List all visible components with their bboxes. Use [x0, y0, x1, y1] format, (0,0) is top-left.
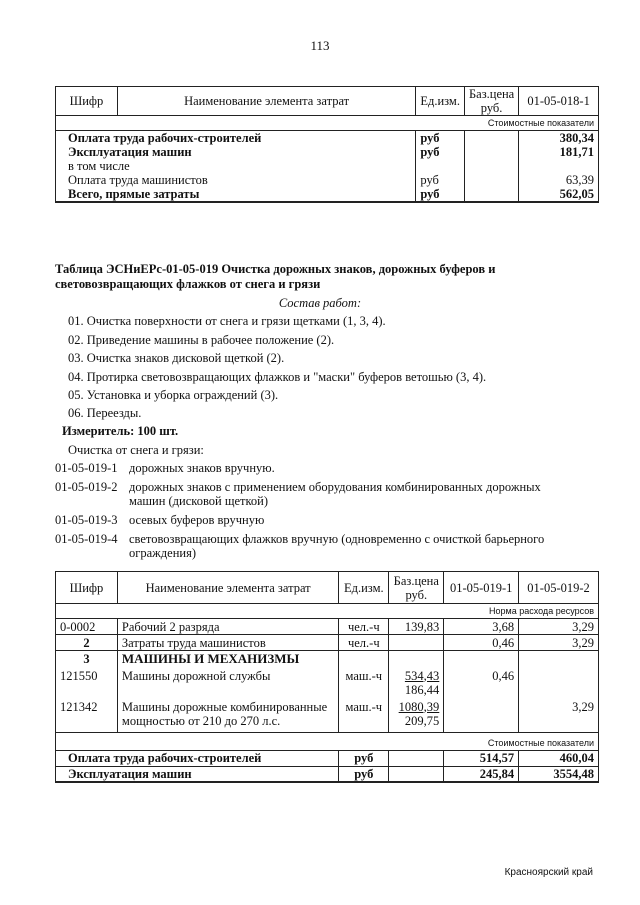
item-desc: осевых буферов вручную — [129, 513, 265, 527]
cost-caption: Стоимостные показатели — [56, 732, 599, 750]
cost-table-018 — [55, 86, 599, 203]
header-name: Наименование элемента затрат — [117, 572, 338, 604]
section-title: Таблица ЭСНиЕРс-01-05-019 Очистка дорожных знаков, дорожных буферов и световозвращающих флажков от снега и грязи — [55, 262, 496, 291]
item-desc: световозвращающих флажков вручную (одновременно с очисткой барьерного ограждения) — [129, 532, 545, 560]
work-item: 01. Очистка поверхности от снега и грязи щетками (1, 3, 4). — [68, 314, 386, 328]
norm-caption: Норма расхода ресурсов — [56, 604, 599, 619]
header-col2: 01-05-019-2 — [519, 572, 599, 604]
item-code: 01-05-019-3 — [55, 513, 118, 527]
cost-caption: Стоимостные показатели — [56, 116, 599, 131]
work-item: 05. Установка и уборка ограждений (3). — [68, 388, 279, 402]
header-price: Баз.цена руб. — [464, 87, 518, 116]
resource-table-019 — [55, 571, 599, 783]
item-code: 01-05-019-1 — [55, 461, 118, 475]
table-row: 121342 Машины дорожные комбинированные мощностью от 210 до 270 л.с. маш.-ч 1080,39 209,75 3,29 — [56, 697, 599, 733]
header-code: Шифр — [56, 572, 118, 604]
cleaning-intro: Очистка от снега и грязи: — [68, 443, 204, 457]
header-price: Баз.цена руб. — [389, 572, 444, 604]
header-col1: 01-05-019-1 — [444, 572, 519, 604]
machine-price: 1080,39 — [398, 699, 440, 714]
machine-price: 534,43 — [404, 668, 440, 683]
table-row: Оплата труда рабочих-строителей руб 380,34 — [56, 131, 599, 146]
table-row: 2 Затраты труда машинистов чел.-ч 0,46 3,29 — [56, 635, 599, 651]
item-desc: дорожных знаков с применением оборудования комбинированных дорожных машин (дисковой щеткой) — [129, 480, 541, 508]
work-item: 06. Переезды. — [68, 406, 142, 420]
table-row: 0-0002 Рабочий 2 разряда чел.-ч 139,83 3,68 3,29 — [56, 619, 599, 635]
table-row: Эксплуатация машин руб 245,84 3554,48 — [56, 766, 599, 782]
table-row: Оплата труда рабочих-строителей руб 514,57 460,04 — [56, 750, 599, 766]
table-header — [56, 87, 599, 116]
table-row: 3 МАШИНЫ И МЕХАНИЗМЫ — [56, 651, 599, 667]
machine-wage: 186,44 — [404, 682, 440, 697]
table-row: в том числе — [56, 159, 599, 173]
footer-region: Красноярский край — [504, 867, 593, 878]
table-header — [56, 572, 599, 604]
section-subtitle: Состав работ: — [278, 296, 362, 310]
header-unit: Ед.изм. — [339, 572, 389, 604]
header-name: Наименование элемента затрат — [117, 87, 416, 116]
table-row: Эксплуатация машин руб 181,71 — [56, 145, 599, 159]
measure: Измеритель: 100 шт. — [62, 424, 179, 438]
table-row: Оплата труда машинистов руб 63,39 — [56, 173, 599, 187]
header-col1: 01-05-018-1 — [519, 87, 599, 116]
table-row: 121550 Машины дорожной службы маш.-ч 534,43 186,44 0,46 — [56, 667, 599, 697]
work-item: 02. Приведение машины в рабочее положение (2). — [68, 333, 335, 347]
header-code: Шифр — [56, 87, 118, 116]
table-row: Всего, прямые затраты руб 562,05 — [56, 187, 599, 202]
machine-wage: 209,75 — [404, 713, 440, 728]
page-number: 113 — [310, 38, 330, 53]
item-code: 01-05-019-4 — [55, 532, 118, 546]
item-desc: дорожных знаков вручную. — [129, 461, 275, 475]
work-item: 04. Протирка световозвращающих флажков и "маски" буферов ветошью (3, 4). — [68, 370, 487, 384]
item-code: 01-05-019-2 — [55, 480, 118, 494]
work-item: 03. Очистка знаков дисковой щеткой (2). — [68, 351, 285, 365]
header-unit: Ед.изм. — [416, 87, 465, 116]
